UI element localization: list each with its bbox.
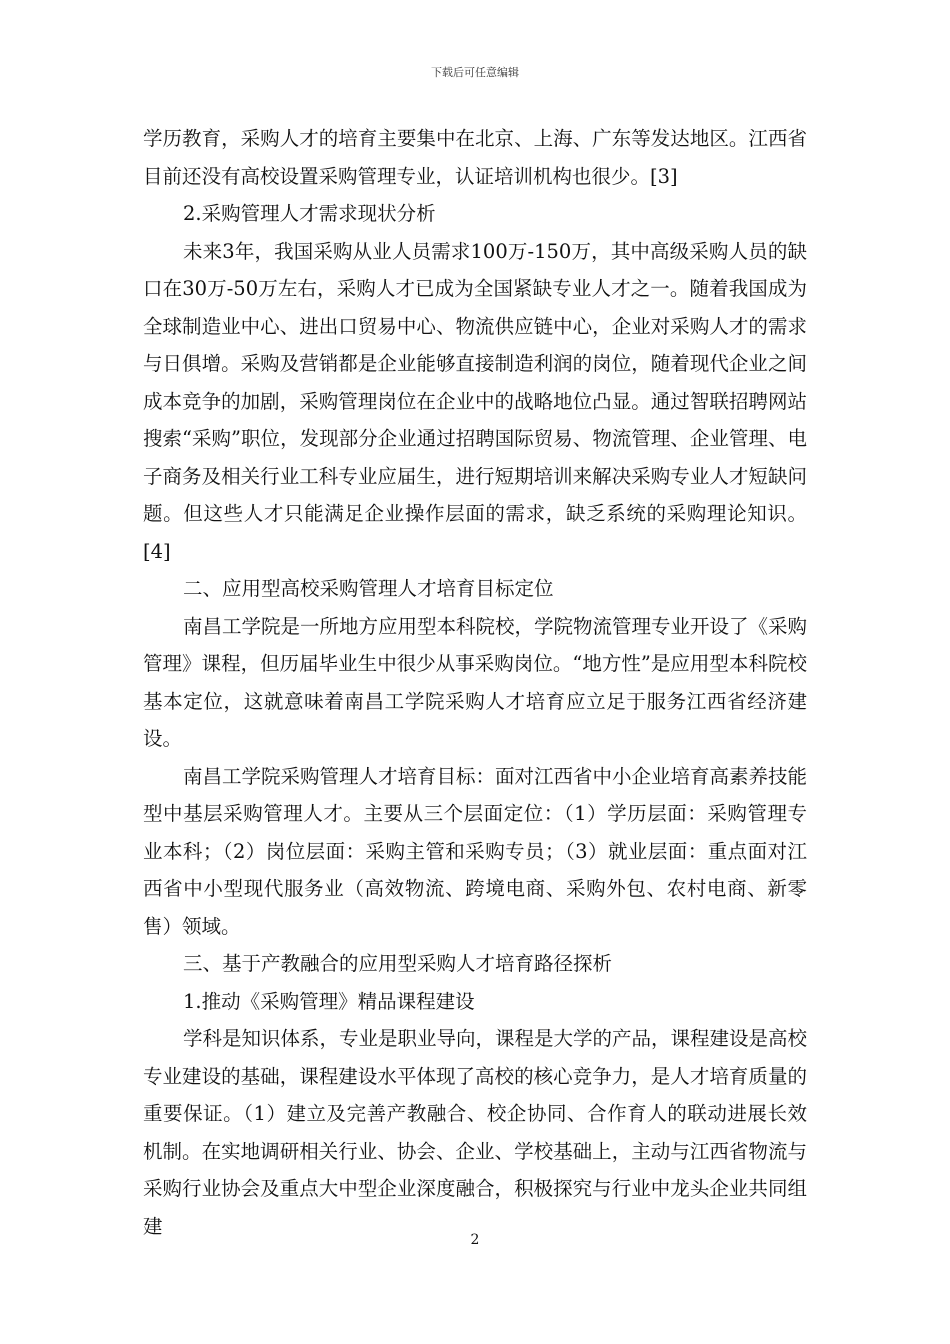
subsection-heading: 1.推动《采购管理》精品课程建设 (183, 989, 475, 1013)
section-heading: 三、基于产教融合的应用型采购人才培育路径探析 (183, 952, 613, 975)
paragraph: 未来3年，我国采购从业人员需求100万-150万，其中高级采购人员的缺口在30万-50万左右，采购人才已成为全国紧缺专业人才之一。随着我国成为全球制造业中心、进出口贸易中心、物流供应链中心，企业对采购人才的需求与日俱增。采购及营销都是企业能够直接制造利润的岗位，随着现代企业之间成本竞争的加剧，采购管理岗位在企业中的战略地位凸显。通过智联招聘网站搜索“采购”职位，发现部分企业通过招聘国际贸易、物流管理、企业管理、电子商务及相关行业工科专业应届生，进行短期培训来解决采购专业人才短缺问题。但这些人才只能满足企业操作层面的需求，缺乏系统的采购理论知识。[4] (143, 239, 807, 563)
page-number: 2 (470, 1232, 480, 1248)
paragraph-continuation: 学历教育，采购人才的培育主要集中在北京、上海、广东等发达地区。江西省目前还没有高校设置采购管理专业，认证培训机构也很少。[3] (143, 127, 807, 188)
subsection-heading: 2.采购管理人才需求现状分析 (183, 202, 436, 225)
paragraph: 学科是知识体系，专业是职业导向，课程是大学的产品，课程建设是高校专业建设的基础，课程建设水平体现了高校的核心竞争力，是人才培育质量的重要保证。（1）建立及完善产教融合、校企协同、合作育人的联动进展长效机制。在实地调研相关行业、协会、企业、学校基础上，主动与江西省物流与采购行业协会及重点大中型企业深度融合，积极探究与行业中龙头企业共同组建 (143, 1027, 808, 1238)
paragraph: 南昌工学院是一所地方应用型本科院校，学院物流管理专业开设了《采购管理》课程，但历届毕业生中很少从事采购岗位。“地方性”是应用型本科院校基本定位，这就意味着南昌工学院采购人才培育应立足于服务江西省经济建设。 (143, 614, 808, 750)
section-heading: 二、应用型高校采购管理人才培育目标定位 (183, 577, 554, 600)
paragraph: 南昌工学院采购管理人才培育目标：面对江西省中小企业培育高素养技能型中基层采购管理人才。主要从三个层面定位：（1）学历层面：采购管理专业本科；（2）岗位层面：采购主管和采购专员；（3）就业层面：重点面对江西省中小型现代服务业（高效物流、跨境电商、采购外包、农村电商、新零售）领域。 (143, 764, 808, 938)
body-text (143, 120, 807, 1245)
page-header: 下载后可任意编辑 (431, 66, 519, 79)
